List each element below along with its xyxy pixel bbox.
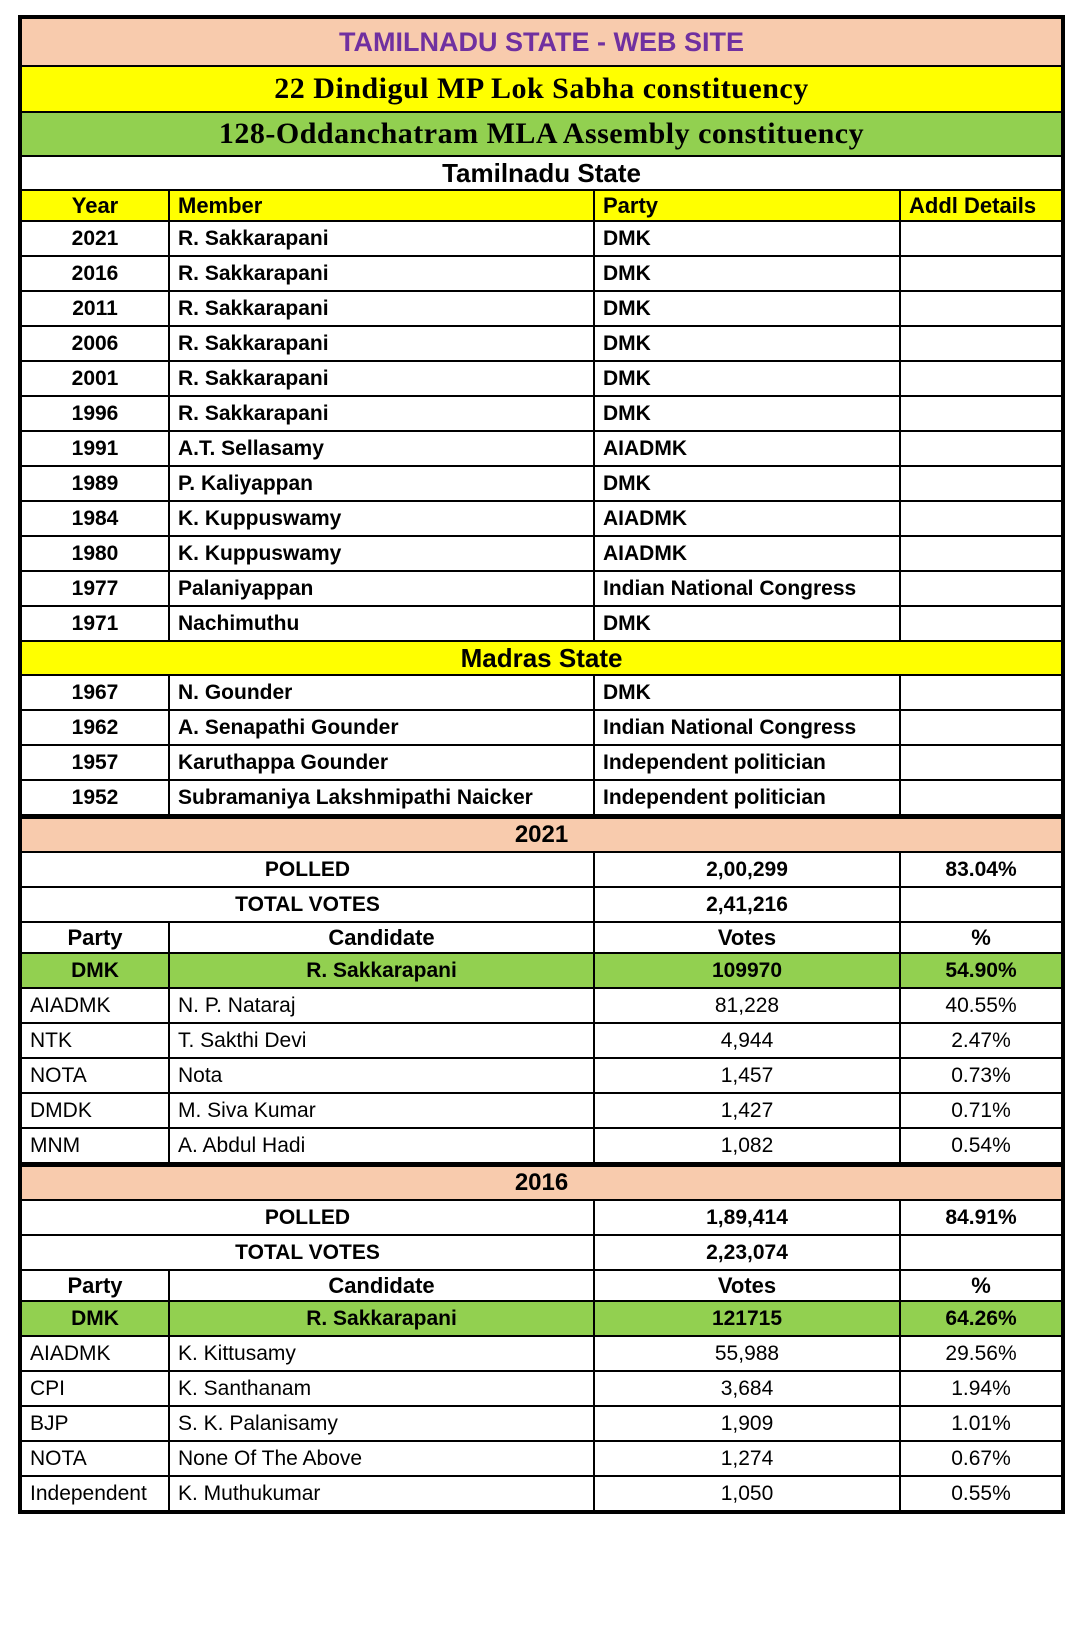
party-cell: AIADMK [594, 501, 900, 536]
polled-percent: 84.91% [900, 1200, 1063, 1235]
addl-cell [900, 571, 1063, 606]
candidates-body-2016 [20, 1336, 1063, 1512]
polled-percent: 83.04% [900, 852, 1063, 887]
party-cell: Independent politician [594, 780, 900, 817]
mp-constituency-title: 22 Dindigul MP Lok Sabha constituency [20, 66, 1063, 112]
member-cell: R. Sakkarapani [169, 221, 594, 256]
polled-votes: 2,00,299 [594, 852, 900, 887]
mla-constituency-title: 128-Oddanchatram MLA Assembly constituency [20, 112, 1063, 156]
total-votes-value: 2,23,074 [594, 1235, 900, 1270]
year-cell: 1980 [20, 536, 169, 571]
candidate-row [20, 1406, 1063, 1441]
total-votes-label: TOTAL VOTES [20, 1235, 594, 1270]
constituency-sheet [18, 15, 1061, 1514]
votes-cell: 4,944 [594, 1023, 900, 1058]
header-party: Party [20, 922, 169, 953]
total-votes-row-2016 [20, 1235, 1063, 1270]
party-cell: NOTA [20, 1058, 169, 1093]
state-band-madras: Madras State [20, 641, 1063, 675]
percent-cell: 2.47% [900, 1023, 1063, 1058]
year-cell: 1967 [20, 675, 169, 710]
year-cell: 1977 [20, 571, 169, 606]
addl-cell [900, 710, 1063, 745]
votes-cell: 1,427 [594, 1093, 900, 1128]
party-cell: DMK [594, 396, 900, 431]
header-addl-details: Addl Details [900, 190, 1063, 221]
party-cell: DMK [594, 221, 900, 256]
election-year-band-2016: 2016 [20, 1165, 1063, 1201]
votes-cell: 3,684 [594, 1371, 900, 1406]
candidate-row [20, 1441, 1063, 1476]
winner-percent: 54.90% [900, 953, 1063, 988]
party-cell: DMK [594, 256, 900, 291]
percent-cell: 1.01% [900, 1406, 1063, 1441]
votes-cell: 1,457 [594, 1058, 900, 1093]
polled-votes: 1,89,414 [594, 1200, 900, 1235]
election-year-band-2021: 2021 [20, 817, 1063, 853]
percent-cell: 1.94% [900, 1371, 1063, 1406]
header-candidate: Candidate [169, 1270, 594, 1301]
winner-party: DMK [20, 1301, 169, 1336]
party-cell: DMDK [20, 1093, 169, 1128]
addl-cell [900, 780, 1063, 817]
party-cell: Indian National Congress [594, 710, 900, 745]
member-cell: P. Kaliyappan [169, 466, 594, 501]
member-cell: R. Sakkarapani [169, 326, 594, 361]
state-band-tamilnadu: Tamilnadu State [20, 156, 1063, 190]
member-row [20, 606, 1063, 641]
party-cell: DMK [594, 675, 900, 710]
party-cell: CPI [20, 1371, 169, 1406]
addl-cell [900, 361, 1063, 396]
party-cell: BJP [20, 1406, 169, 1441]
member-row [20, 745, 1063, 780]
party-cell: DMK [594, 326, 900, 361]
party-cell: AIADMK [594, 431, 900, 466]
addl-cell [900, 431, 1063, 466]
candidates-header-row-2016 [20, 1270, 1063, 1301]
votes-cell: 1,909 [594, 1406, 900, 1441]
percent-cell: 0.55% [900, 1476, 1063, 1512]
member-cell: R. Sakkarapani [169, 396, 594, 431]
winner-row-2016 [20, 1301, 1063, 1336]
party-cell: AIADMK [20, 988, 169, 1023]
party-cell: MNM [20, 1128, 169, 1165]
member-cell: R. Sakkarapani [169, 291, 594, 326]
year-cell: 1989 [20, 466, 169, 501]
member-cell: A. Senapathi Gounder [169, 710, 594, 745]
year-cell: 1952 [20, 780, 169, 817]
candidate-row [20, 1023, 1063, 1058]
member-row [20, 396, 1063, 431]
member-cell: A.T. Sellasamy [169, 431, 594, 466]
candidate-row [20, 1093, 1063, 1128]
percent-cell: 29.56% [900, 1336, 1063, 1371]
total-votes-percent [900, 1235, 1063, 1270]
member-row [20, 326, 1063, 361]
header-year: Year [20, 190, 169, 221]
total-votes-value: 2,41,216 [594, 887, 900, 922]
constituency-table [18, 15, 1065, 1514]
party-cell: NOTA [20, 1441, 169, 1476]
party-cell: Independent [20, 1476, 169, 1512]
winner-votes: 121715 [594, 1301, 900, 1336]
candidate-cell: None Of The Above [169, 1441, 594, 1476]
party-cell: DMK [594, 291, 900, 326]
year-cell: 1957 [20, 745, 169, 780]
candidate-cell: K. Kittusamy [169, 1336, 594, 1371]
year-cell: 1971 [20, 606, 169, 641]
member-row [20, 466, 1063, 501]
total-votes-percent [900, 887, 1063, 922]
member-row [20, 571, 1063, 606]
madras-members-body [20, 675, 1063, 817]
party-cell: DMK [594, 361, 900, 396]
header-percent: % [900, 922, 1063, 953]
polled-row-2016 [20, 1200, 1063, 1235]
member-cell: Karuthappa Gounder [169, 745, 594, 780]
percent-cell: 0.54% [900, 1128, 1063, 1165]
member-row [20, 256, 1063, 291]
member-row [20, 536, 1063, 571]
winner-party: DMK [20, 953, 169, 988]
header-member: Member [169, 190, 594, 221]
year-cell: 2021 [20, 221, 169, 256]
member-cell: Subramaniya Lakshmipathi Naicker [169, 780, 594, 817]
candidates-header-row-2021 [20, 922, 1063, 953]
winner-candidate: R. Sakkarapani [169, 953, 594, 988]
candidate-row [20, 1128, 1063, 1165]
header-votes: Votes [594, 1270, 900, 1301]
votes-cell: 55,988 [594, 1336, 900, 1371]
candidate-row [20, 1371, 1063, 1406]
member-cell: Palaniyappan [169, 571, 594, 606]
percent-cell: 0.73% [900, 1058, 1063, 1093]
addl-cell [900, 466, 1063, 501]
votes-cell: 1,050 [594, 1476, 900, 1512]
member-row [20, 361, 1063, 396]
year-cell: 2001 [20, 361, 169, 396]
candidate-row [20, 1336, 1063, 1371]
winner-candidate: R. Sakkarapani [169, 1301, 594, 1336]
candidate-cell: Nota [169, 1058, 594, 1093]
candidate-cell: M. Siva Kumar [169, 1093, 594, 1128]
year-cell: 1996 [20, 396, 169, 431]
site-title: TAMILNADU STATE - WEB SITE [20, 17, 1063, 66]
percent-cell: 0.67% [900, 1441, 1063, 1476]
header-party: Party [20, 1270, 169, 1301]
party-cell: DMK [594, 466, 900, 501]
addl-cell [900, 675, 1063, 710]
member-cell: K. Kuppuswamy [169, 501, 594, 536]
member-row [20, 221, 1063, 256]
winner-row-2021 [20, 953, 1063, 988]
addl-cell [900, 221, 1063, 256]
party-cell: NTK [20, 1023, 169, 1058]
party-cell: Independent politician [594, 745, 900, 780]
votes-cell: 1,274 [594, 1441, 900, 1476]
candidate-cell: K. Muthukumar [169, 1476, 594, 1512]
year-cell: 1991 [20, 431, 169, 466]
party-cell: AIADMK [594, 536, 900, 571]
header-percent: % [900, 1270, 1063, 1301]
total-votes-row-2021 [20, 887, 1063, 922]
year-cell: 1962 [20, 710, 169, 745]
candidate-row [20, 1058, 1063, 1093]
candidate-cell: A. Abdul Hadi [169, 1128, 594, 1165]
member-cell: R. Sakkarapani [169, 361, 594, 396]
candidate-row [20, 1476, 1063, 1512]
member-row [20, 710, 1063, 745]
candidate-cell: S. K. Palanisamy [169, 1406, 594, 1441]
candidate-cell: T. Sakthi Devi [169, 1023, 594, 1058]
percent-cell: 40.55% [900, 988, 1063, 1023]
year-cell: 2016 [20, 256, 169, 291]
polled-row-2021 [20, 852, 1063, 887]
winner-percent: 64.26% [900, 1301, 1063, 1336]
tamilnadu-members-body [20, 221, 1063, 641]
candidate-cell: K. Santhanam [169, 1371, 594, 1406]
member-row [20, 291, 1063, 326]
addl-cell [900, 501, 1063, 536]
member-cell: R. Sakkarapani [169, 256, 594, 291]
total-votes-label: TOTAL VOTES [20, 887, 594, 922]
percent-cell: 0.71% [900, 1093, 1063, 1128]
member-cell: Nachimuthu [169, 606, 594, 641]
party-cell: Indian National Congress [594, 571, 900, 606]
header-votes: Votes [594, 922, 900, 953]
party-cell: AIADMK [20, 1336, 169, 1371]
polled-label: POLLED [20, 1200, 594, 1235]
votes-cell: 81,228 [594, 988, 900, 1023]
member-row [20, 675, 1063, 710]
year-cell: 2011 [20, 291, 169, 326]
members-header-row [20, 190, 1063, 221]
addl-cell [900, 396, 1063, 431]
candidates-body-2021 [20, 988, 1063, 1165]
addl-cell [900, 536, 1063, 571]
votes-cell: 1,082 [594, 1128, 900, 1165]
addl-cell [900, 256, 1063, 291]
header-party: Party [594, 190, 900, 221]
addl-cell [900, 606, 1063, 641]
addl-cell [900, 326, 1063, 361]
polled-label: POLLED [20, 852, 594, 887]
candidate-cell: N. P. Nataraj [169, 988, 594, 1023]
member-cell: N. Gounder [169, 675, 594, 710]
party-cell: DMK [594, 606, 900, 641]
member-row [20, 501, 1063, 536]
candidate-row [20, 988, 1063, 1023]
member-cell: K. Kuppuswamy [169, 536, 594, 571]
addl-cell [900, 291, 1063, 326]
year-cell: 1984 [20, 501, 169, 536]
addl-cell [900, 745, 1063, 780]
member-row [20, 431, 1063, 466]
winner-votes: 109970 [594, 953, 900, 988]
header-candidate: Candidate [169, 922, 594, 953]
year-cell: 2006 [20, 326, 169, 361]
member-row [20, 780, 1063, 817]
